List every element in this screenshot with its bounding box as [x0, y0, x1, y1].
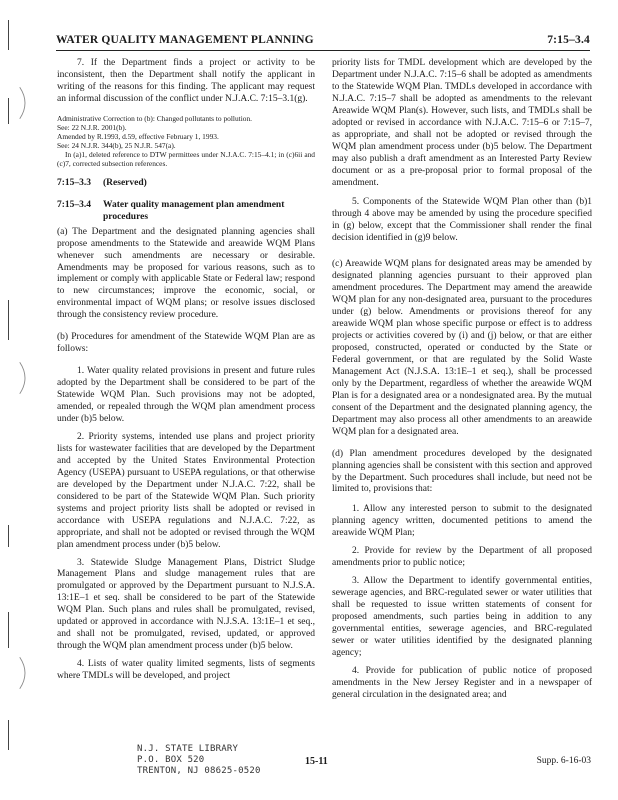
section-number: 7:15–3.3 — [57, 177, 92, 188]
library-stamp — [137, 744, 261, 777]
left-column — [57, 58, 315, 683]
paragraph-b4: 4. Lists of water quality limited segments, lists of segments where TMDLs will be developed, and project — [57, 659, 315, 682]
paragraph-b3: 3. Statewide Sludge Management Plans, District Sludge Management Plans and sludge management rules that are promulgated or approved by the Department pursuant to N.J.S.A. 13:1E–1 et seq. shall be considered to be part of the Statewide WQM Plan. Such plans and rules shall be promulgated, revised, updated or approved in accordance with N.J.S.A. 13:1E–1 et seq., and shall not be promulgated, revised, updated, or approved through the WQM plan amendment process under (b)5 below. — [57, 557, 315, 652]
section-heading-3-4 — [57, 200, 315, 224]
paragraph-d2: 2. Provide for review by the Department of all proposed amendments prior to public notice; — [332, 546, 592, 569]
binder-hole-mark — [18, 360, 32, 396]
history-note: Administrative Correction to (b): Changed pollutants to pollution. — [57, 113, 253, 123]
history-note: See: 24 N.J.R. 344(b), 25 N.J.R. 547(a). — [57, 140, 176, 150]
header-section-number: 7:15–3.4 — [547, 34, 590, 46]
paragraph-b2: 2. Priority systems, intended use plans and project priority lists for wastewater facilities that are developed by the Department and accepted by the United States Environmental Protection Agency (USEPA) pursuant to USEPA regulations, or that otherwise are developed by the Department under N.J.A.C. 7:22, shall be considered to be part of the Statewide WQM Plan. Such priority systems and project priority lists shall be adopted or revised in accordance with USEPA regulations and N.J.A.C. 7:22, as appropriate, and shall not be adopted or revised through the WQM plan amendment process under (b)5 below. — [57, 431, 315, 550]
paragraph-d: (d) Plan amendment procedures developed by the designated planning agencies shall be consistent with this section and approved by the Department. Such procedures shall include, but need not be limited to, provisions that: — [332, 448, 592, 495]
paragraph-d1: 1. Allow any interested person to submit to the designated planning agency written, documented petitions to amend the areawide WQM Plan; — [332, 504, 592, 539]
header-rule — [56, 50, 590, 51]
paragraph-d3: 3. Allow the Department to identify governmental entities, sewerage agencies, and BRC-regulated sewer or water utilities that shall be requested to issue written statements of consent for proposed amendments, such parties being in addition to any governmental entities, sewerage agencies, and BRC-regulated sewer or water utilities identified by the designated planning agency; — [332, 576, 592, 658]
paragraph-c: (c) Areawide WQM plans for designated areas may be amended by designated planning agencies pursuant to their approved plan amendment procedures. The Department may amend the areawide WQM plan for any non-designated area, pursuant to the procedures under (g) below. Amendments or provisions thereof for any areawide WQM plan whose specific purpose or effect is to address projects or activities covered by (i) and (j) below, or that are either proposed, constructed, operated or conducted by the State or Federal government, or that are regulated by the Solid Waste Management Act (N.J.S.A. 13:1E–1 et seq.), shall be processed only by the Department, regardless of whether the areawide WQM Plan is for a designated area or a nondesignated area. By the mutual consent of the Department and the designated planning agency, the Department may also process all other amendments to an areawide WQM plan for a designated area. — [332, 259, 592, 437]
paragraph-b5: 5. Components of the Statewide WQM Plan other than (b)1 through 4 above may be amended by using the procedure specified in (g) below, except that the Commissioner shall render the final decision identified in (g)9 below. — [332, 197, 592, 244]
stamp-line: N.J. STATE LIBRARY — [137, 744, 239, 754]
section-heading-3-3 — [57, 178, 315, 190]
paragraph-d4: 4. Provide for publication of public notice of proposed amendments in the New Jersey Register and in a newspaper of general circulation in the designated area; and — [332, 665, 592, 700]
margin-bar — [8, 20, 9, 50]
right-column — [332, 58, 592, 702]
margin-bar — [8, 612, 9, 648]
header-title: WATER QUALITY MANAGEMENT PLANNING — [56, 34, 314, 46]
page-footer — [57, 744, 591, 794]
paragraph-b4-continued: priority lists for TMDL development which are developed by the Department under N.J.A.C. 7:15–6 shall be adopted as amendments to the Statewide WQM Plan. TMDLs developed in accordance with N.J.A.C. 7:15–7 shall be adopted as amendments to the relevant Areawide WQM Plan(s). However, such lists, and TMDLs shall be adopted or revised in accordance with N.J.A.C. 7:15–6 or 7:15–7, as appropriate, and shall not be adopted or revised through the WQM plan amendment process under (b)5 below. The Department may also publish a draft amendment as an Interested Party Review document or as a pre-proposal prior to formal proposal of the amendment. — [332, 58, 592, 188]
supplement-date: Supp. 6-16-03 — [536, 756, 591, 766]
paragraph-b1: 1. Water quality related provisions in present and future rules adopted by the Department shall be considered to be part of the Statewide WQM Plan. Such provisions may not be adopted, amended, or repealed through the WQM plan amendment process under (b)5 below. — [57, 366, 315, 425]
stamp-line: TRENTON, NJ 08625-0520 — [137, 766, 261, 776]
section-title: Water quality management plan amendment procedures — [103, 199, 285, 222]
margin-bar — [8, 525, 9, 547]
binder-hole-mark — [18, 85, 32, 121]
paragraph-item-7: 7. If the Department finds a project or activity to be inconsistent, then the Department shall notify the applicant in writing of the reasons for this finding. The applicant may request an informal discussion of the conflict under N.J.A.C. 7:15–3.1(g). — [57, 58, 315, 104]
margin-bar — [8, 98, 9, 124]
section-title: (Reserved) — [103, 177, 147, 188]
paragraph-a: (a) The Department and the designated planning agencies shall propose amendments to the Statewide and areawide WQM Plans whenever such amendments are necessary or desirable. Amendments may be proposed for various reasons, such as to implement or comply with applicable State or Federal law; respond to new circumstances; improve the economic, social, or environmental impact of WQM plans; or resolve issues disclosed through the consistency review procedure. — [57, 226, 315, 321]
margin-bar — [8, 720, 9, 750]
running-header — [56, 32, 590, 50]
section-number: 7:15–3.4 — [57, 199, 92, 210]
history-note: Amended by R.1993, d.59, effective February 1, 1993. — [57, 131, 219, 141]
paragraph-b: (b) Procedures for amendment of the Statewide WQM Plan are as follows: — [57, 332, 315, 355]
stamp-line: P.O. BOX 520 — [137, 755, 205, 765]
binder-hole-mark — [18, 655, 32, 691]
margin-bar — [8, 300, 9, 340]
history-note: In (a)1, deleted reference to DTW permittees under N.J.A.C. 7:15–4.1; in (c)6ii and (c)7, corrected subsection references. — [57, 149, 315, 168]
page-number: 15-11 — [305, 756, 328, 767]
history-note: See: 22 N.J.R. 2001(b). — [57, 122, 127, 132]
